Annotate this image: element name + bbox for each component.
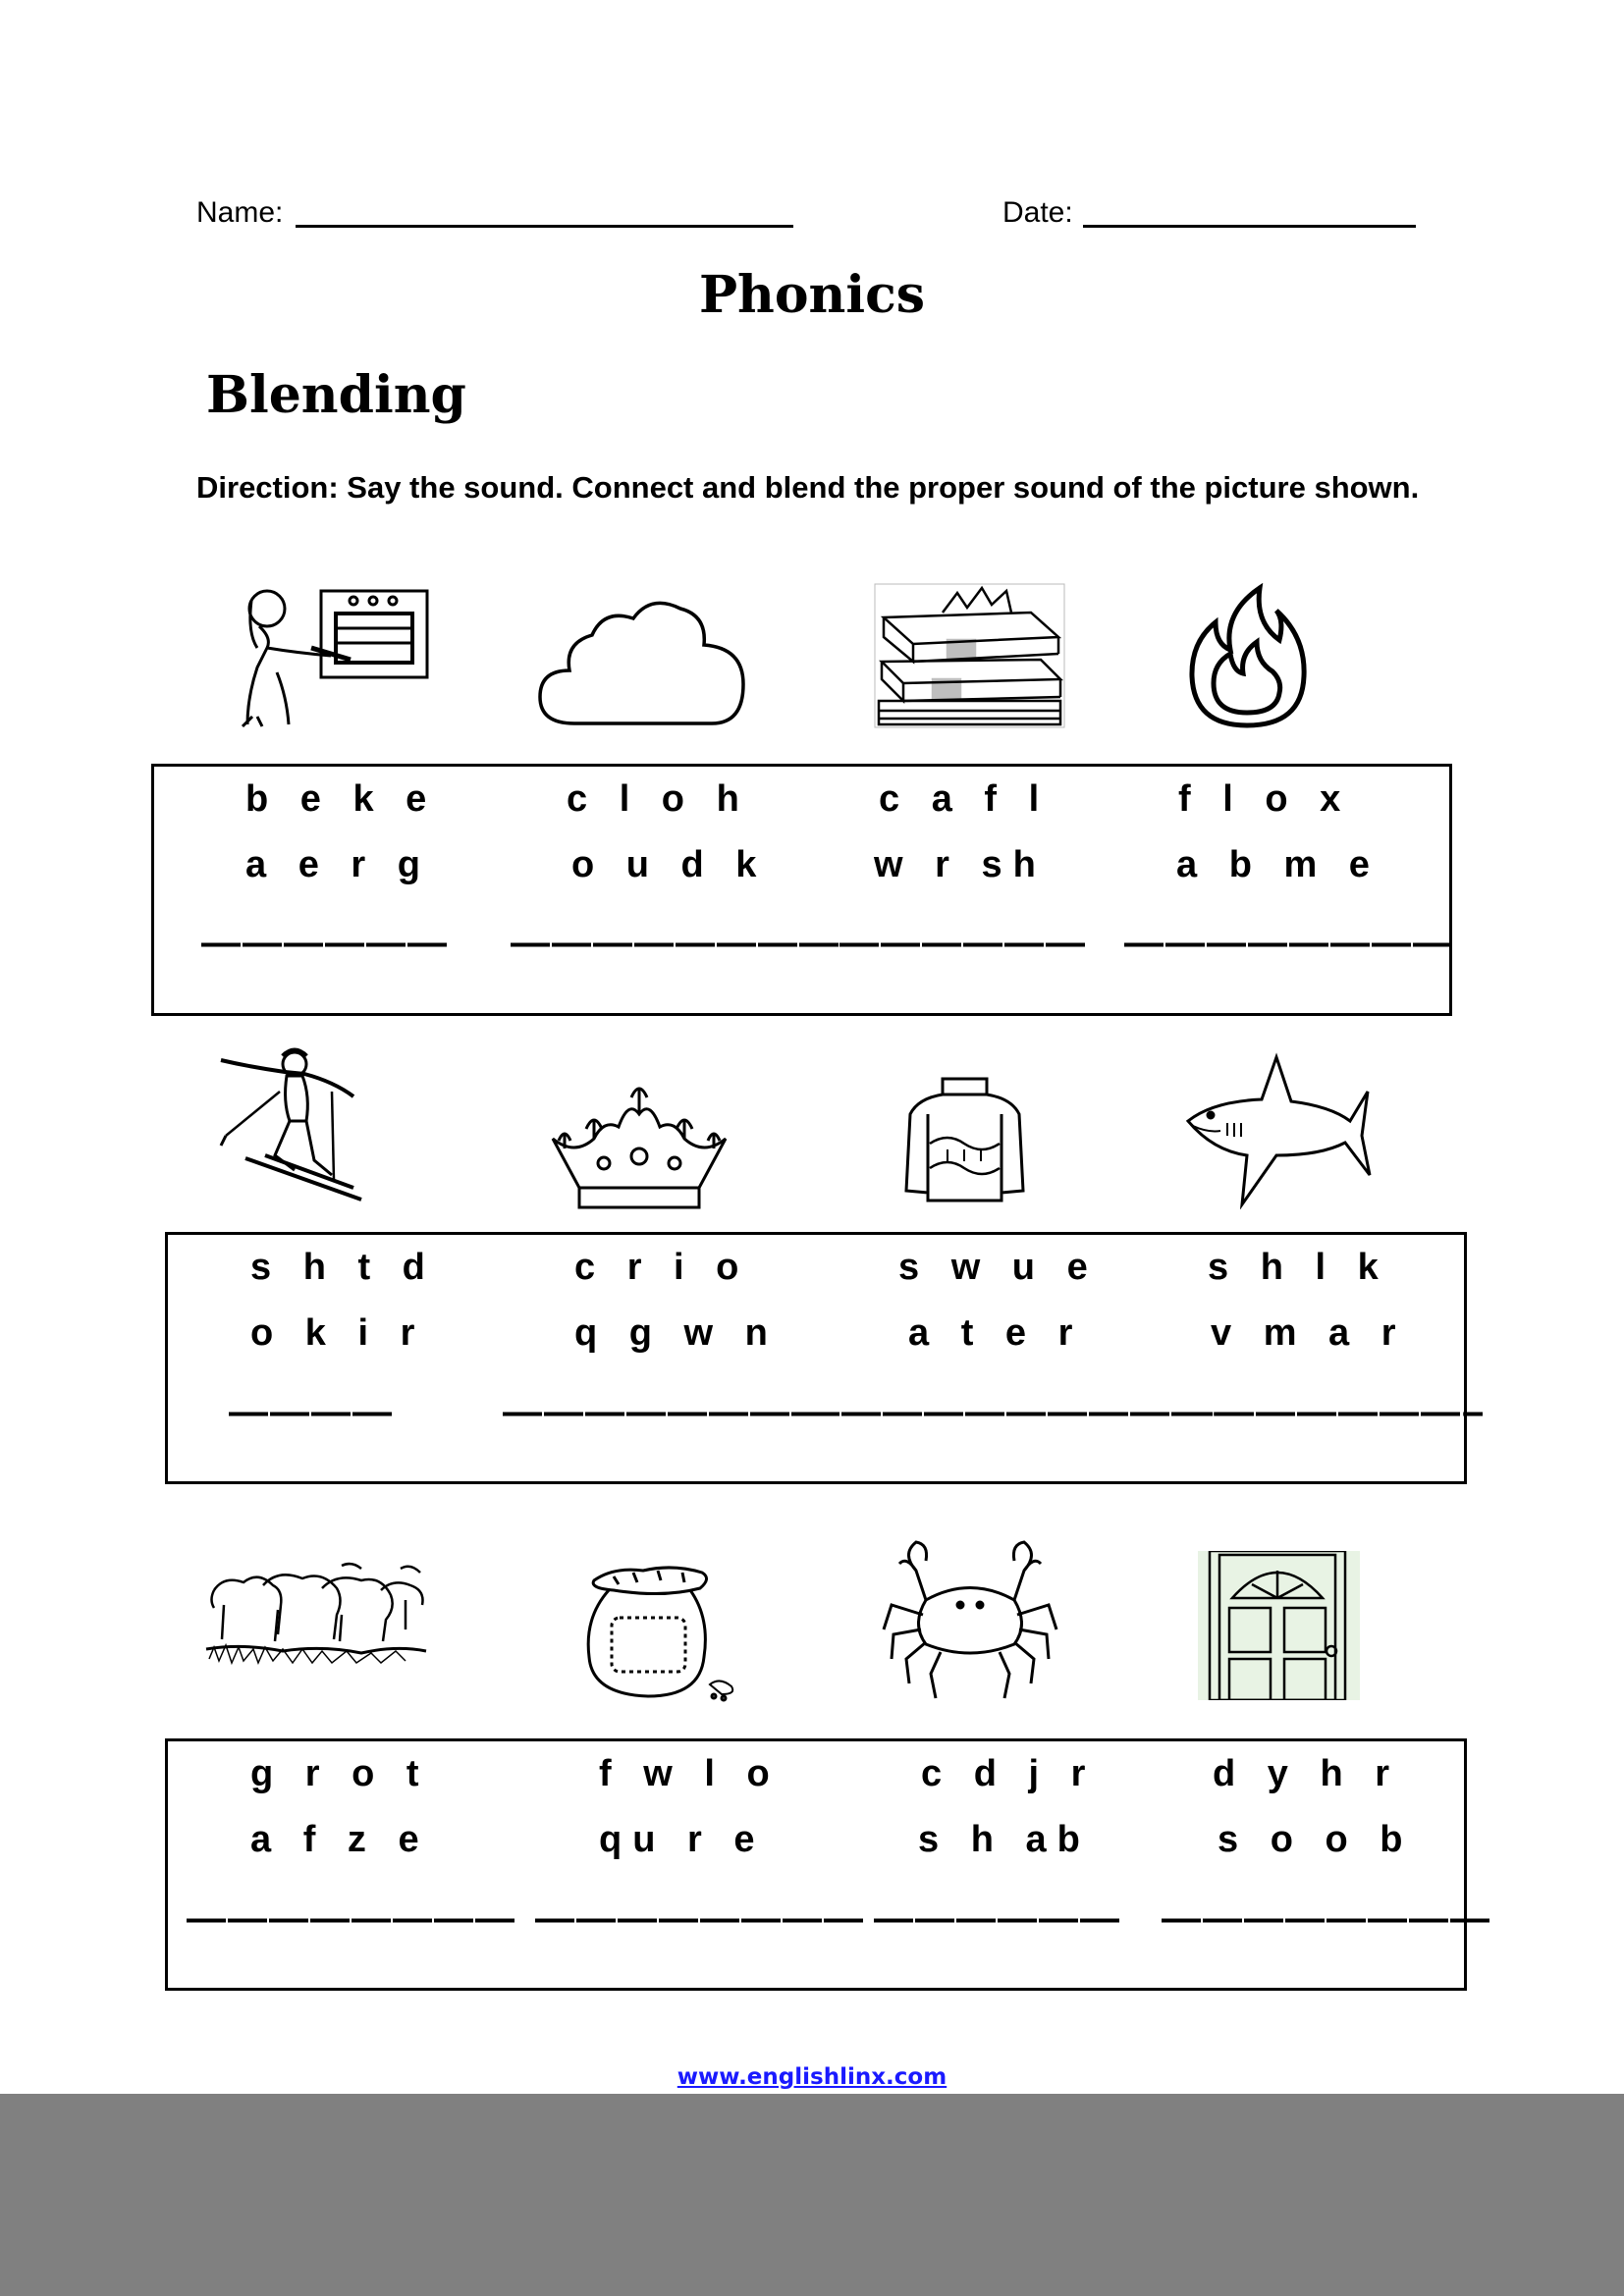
letters-line-2: qu r e (599, 1819, 766, 1860)
letters-line-2: v m a r (1211, 1312, 1407, 1354)
answer-blanks[interactable]: ———————— (1162, 1896, 1491, 1940)
date-field[interactable] (1083, 225, 1416, 228)
letters-line-2: s o o b (1218, 1819, 1414, 1860)
letters-line-2: a f z e (250, 1819, 430, 1860)
name-label: Name: (196, 196, 284, 229)
sheep-flock-icon (204, 1561, 428, 1667)
letters-line-2: o k i r (250, 1312, 426, 1354)
letters-line-1: c a f l (879, 778, 1051, 820)
cash-stack-icon (874, 583, 1065, 728)
letters-line-2: o u d k (571, 844, 768, 885)
crown-icon (545, 1080, 733, 1209)
answer-blanks[interactable]: —————— (201, 921, 449, 964)
page-title: Phonics (698, 265, 926, 325)
date-label: Date: (1002, 196, 1073, 229)
letters-line-2: w r sh (874, 844, 1047, 885)
footer-bar (0, 2094, 1624, 2296)
letters-line-1: f l o x (1178, 778, 1352, 820)
letters-line-2: a b m e (1176, 844, 1380, 885)
sweater-icon (898, 1075, 1031, 1207)
flame-icon (1186, 583, 1309, 728)
letters-line-1: d y h r (1213, 1753, 1401, 1794)
shark-icon (1183, 1052, 1372, 1209)
letters-line-1: c d j r (921, 1753, 1097, 1794)
crab-icon (882, 1536, 1058, 1701)
answer-blanks[interactable]: —————— (874, 1896, 1121, 1940)
letters-line-1: s h l k (1208, 1247, 1389, 1288)
answer-blanks[interactable]: ———————– (1173, 1390, 1487, 1433)
answer-blanks[interactable]: ———————— (535, 1896, 865, 1940)
answer-blanks[interactable]: —————— (839, 921, 1087, 964)
letters-line-1: b e k e (245, 778, 438, 820)
answer-blanks[interactable]: ———— (229, 1390, 394, 1433)
letters-line-1: g r o t (250, 1753, 430, 1794)
woman-baking-icon (228, 579, 432, 728)
letters-line-2: a e r g (245, 844, 431, 885)
letters-line-2: s h ab (918, 1819, 1091, 1860)
skier-icon (206, 1042, 365, 1204)
name-field[interactable] (296, 225, 793, 228)
flour-sack-icon (574, 1559, 741, 1702)
answer-blanks[interactable]: ———————— (1124, 921, 1454, 964)
answer-blanks[interactable]: ———————— (187, 1896, 516, 1940)
letters-line-1: f w l o (599, 1753, 781, 1794)
section-title: Blending (206, 365, 466, 425)
direction-text: Direction: Say the sound. Connect and blend the proper sound of the picture shown. (196, 470, 1420, 505)
letters-line-2: a t e r (908, 1312, 1084, 1354)
letters-line-1: s w u e (898, 1247, 1099, 1288)
letters-line-1: c r i o (574, 1247, 750, 1288)
letters-line-2: q g w n (574, 1312, 779, 1354)
footer-link[interactable]: www.englishlinx.com (677, 2064, 947, 2090)
letters-line-1: s h t d (250, 1247, 436, 1288)
letters-line-1: c l o h (567, 778, 750, 820)
answer-blanks[interactable]: ———————— (511, 921, 840, 964)
cloud-icon (535, 594, 751, 727)
answer-blanks[interactable]: ———————— (503, 1390, 833, 1433)
answer-blanks[interactable]: ——————————– (800, 1390, 1237, 1433)
door-icon (1198, 1551, 1360, 1700)
